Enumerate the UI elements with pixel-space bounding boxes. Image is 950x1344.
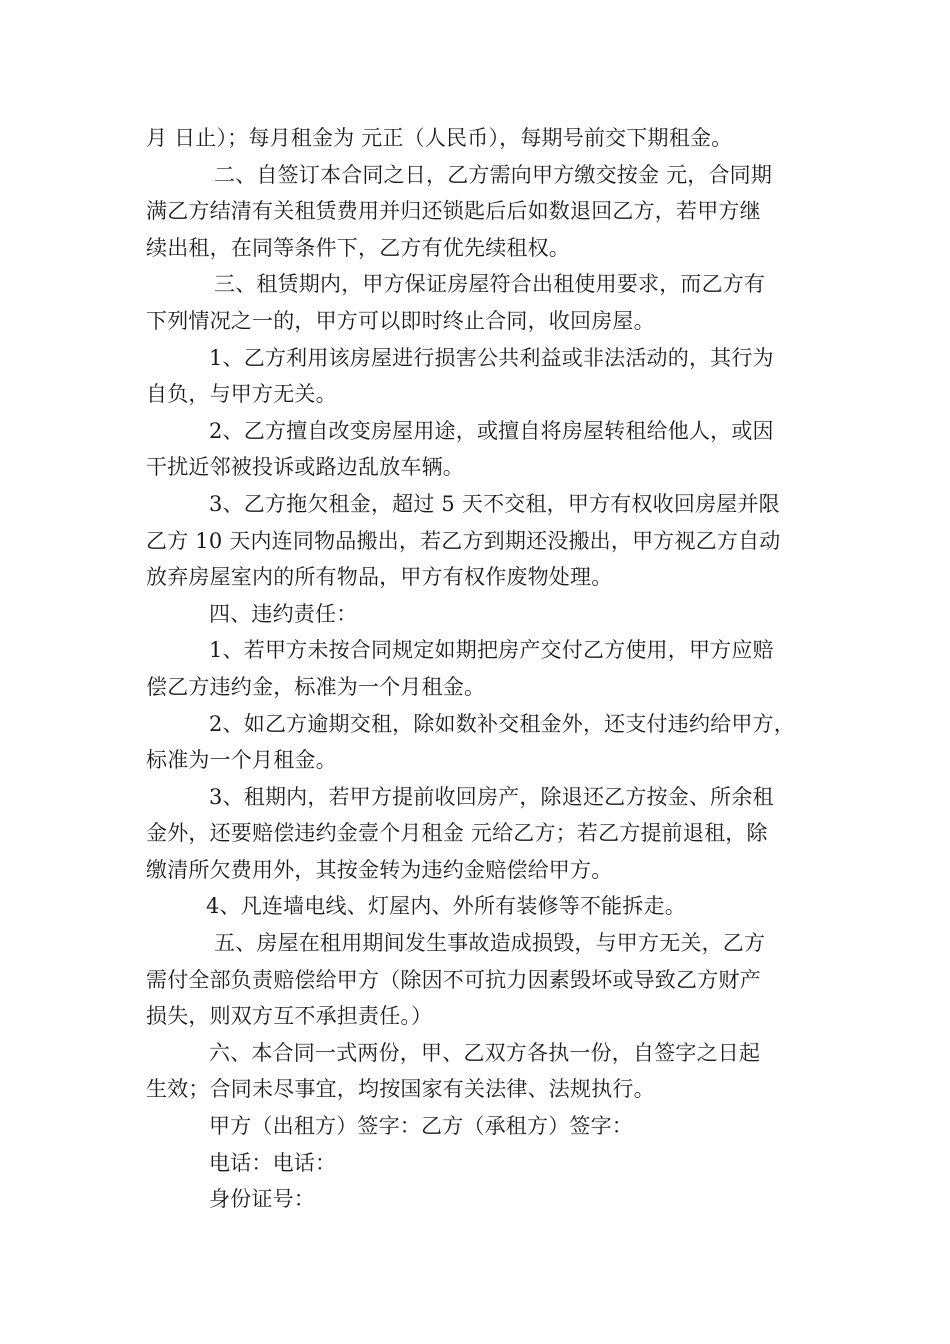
clause-3-start: 三、租赁期内，甲方保证房屋符合出租使用要求，而乙方有 <box>214 272 766 297</box>
text-line: 偿乙方违约金，标准为一个月租金。 <box>146 674 486 699</box>
clause-4-item-3: 3、租期内，若甲方提前收回房产，除退还乙方按金、所余租 <box>209 784 774 809</box>
clause-6-start: 六、本合同一式两份，甲、乙双方各执一份，自签字之日起 <box>209 1040 761 1065</box>
clause-5-start: 五、房屋在租用期间发生事故造成损毁，与甲方无关，乙方 <box>214 931 766 956</box>
text-line: 缴清所欠费用外，其按金转为违约金赔偿给甲方。 <box>146 857 613 882</box>
clause-3-item-1: 1、乙方利用该房屋进行损害公共利益或非法活动的，其行为 <box>209 345 774 370</box>
text-line: 金外，还要赔偿违约金壹个月租金 元给乙方；若乙方提前退租，除 <box>146 821 768 846</box>
text-line: 续出租，在同等条件下，乙方有优先续租权。 <box>146 235 570 260</box>
text-line: 乙方 10 天内连同物品搬出，若乙方到期还没搬出，甲方视乙方自动 <box>146 528 781 553</box>
text-line: 标准为一个月租金。 <box>146 748 337 773</box>
clause-3-item-3: 3、乙方拖欠租金，超过 5 天不交租，甲方有权收回房屋并限 <box>209 491 780 516</box>
clause-4-heading: 四、违约责任： <box>209 601 358 626</box>
text-line: 需付全部负责赔偿给甲方（除因不可抗力因素毁坏或导致乙方财产 <box>146 967 761 992</box>
text-line: 损失，则双方互不承担责任。） <box>146 1004 433 1029</box>
clause-3-item-2: 2、乙方擅自改变房屋用途，或擅自将房屋转租给他人，或因 <box>209 418 774 443</box>
text-line: 下列情况之一的，甲方可以即时终止合同，收回房屋。 <box>146 308 655 333</box>
text-line: 月 日止）；每月租金为 元正（人民币），每期号前交下期租金。 <box>146 126 733 150</box>
id-number-line: 身份证号： <box>209 1187 315 1212</box>
signature-line: 甲方（出租方）签字：乙方（承租方）签字： <box>209 1114 633 1139</box>
clause-4-item-1: 1、若甲方未按合同规定如期把房产交付乙方使用，甲方应赔 <box>209 638 774 663</box>
clause-4-item-4: 4、凡连墙电线、灯屋内、外所有装修等不能拆走。 <box>206 894 686 919</box>
text-line: 放弃房屋室内的所有物品，甲方有权作废物处理。 <box>146 565 613 590</box>
text-line: 生效；合同未尽事宜，均按国家有关法律、法规执行。 <box>146 1077 655 1102</box>
text-line: 满乙方结清有关租赁费用并归还锁匙后后如数退回乙方，若甲方继 <box>146 199 761 224</box>
phone-line: 电话：电话： <box>209 1150 337 1175</box>
clause-4-item-2: 2、如乙方逾期交租，除如数补交租金外，还支付违约给甲方， <box>209 711 795 736</box>
clause-2-start: 二、自签订本合同之日，乙方需向甲方缴交按金 元，合同期 <box>214 162 773 187</box>
text-line: 自负，与甲方无关。 <box>146 382 337 407</box>
contract-body <box>146 120 814 1218</box>
text-line: 干扰近邻被投诉或路边乱放车辆。 <box>146 455 464 480</box>
